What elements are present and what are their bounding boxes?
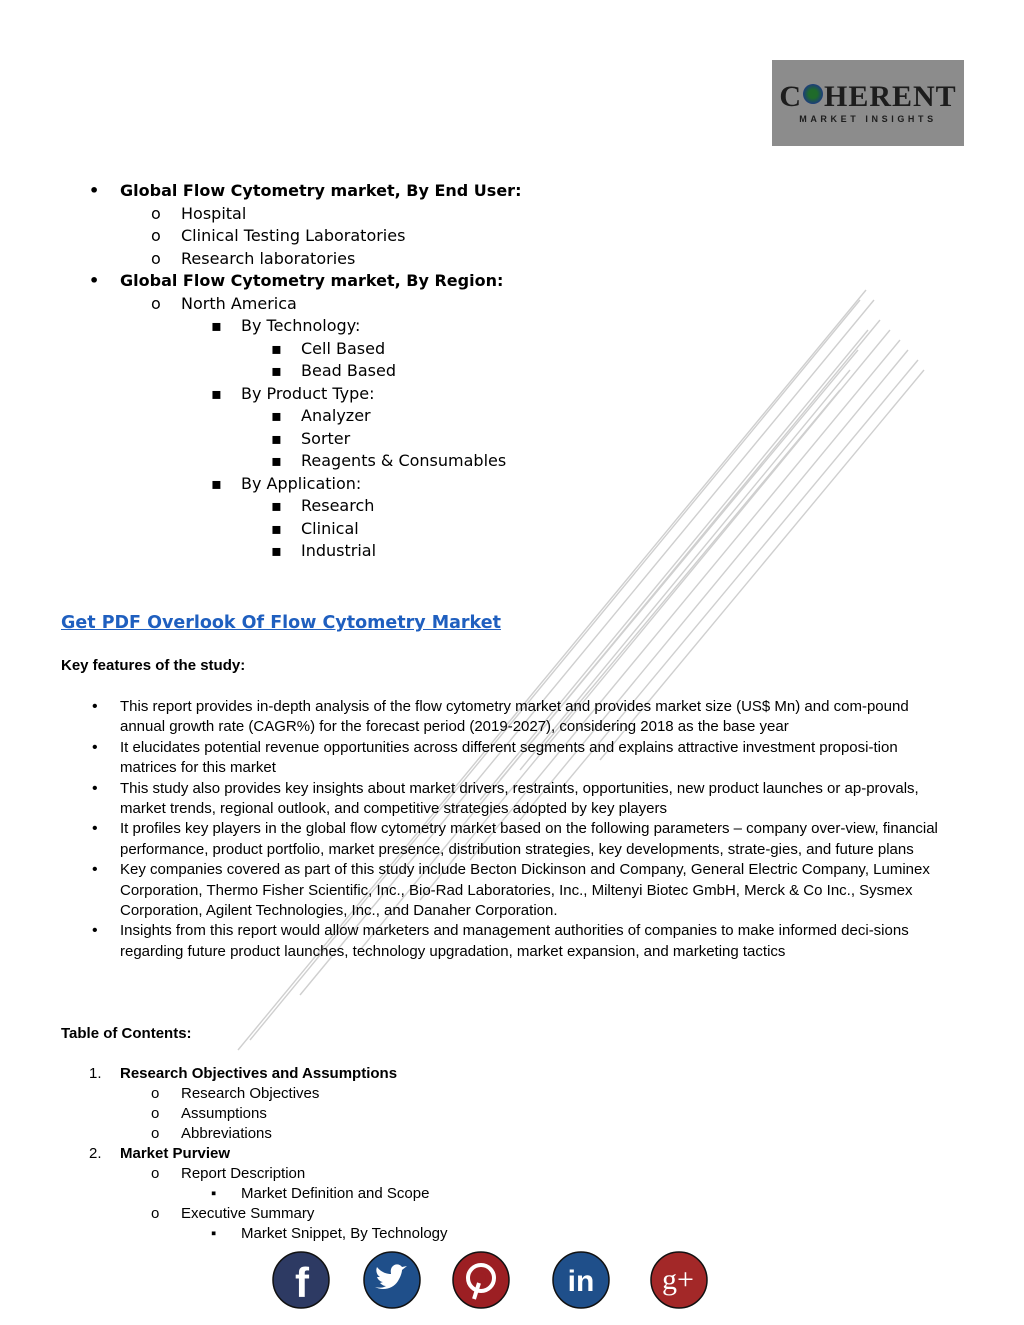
list-item: ▪ Reagents & Consumables: [271, 451, 507, 470]
twitter-icon[interactable]: [363, 1251, 421, 1309]
bullet-marker: •: [89, 181, 100, 200]
list-item: o North America: [151, 294, 297, 313]
list-item: o Research laboratories: [151, 249, 356, 268]
pdf-overlook-link[interactable]: Get PDF Overlook Of Flow Cytometry Market: [61, 613, 501, 633]
logo-tagline: MARKET INSIGHTS: [799, 114, 937, 124]
toc-heading: Table of Contents:: [61, 1025, 192, 1042]
list-item: • Insights from this report would allow marketers and management authorities of companies to make informed deci-sions regarding future product launches, technology upgradation, market expansion, and marketing tactics: [120, 921, 955, 962]
toc-subitem: ▪ Market Snippet, By Technology: [211, 1225, 448, 1242]
list-item: ▪ Cell Based: [271, 339, 386, 358]
region-heading-row: [89, 270, 503, 292]
toc-section: 2. Market Purview: [89, 1145, 231, 1162]
list-item: ▪ Clinical: [271, 519, 359, 538]
list-item: ▪ By Application:: [211, 474, 362, 493]
toc-subitem: ▪ Market Definition and Scope: [211, 1185, 430, 1202]
list-item: • Key companies covered as part of this study include Becton Dickinson and Company, General Electric Company, Luminex Corporation, Thermo Fisher Scientific, Inc., Bio-Rad Laboratories, Inc., Miltenyi Biotec GmbH, Merck & Co Inc., Sysmex Corporation, Agilent Technologies, Inc., and Danaher Corporation.: [120, 860, 955, 921]
linkedin-icon[interactable]: [552, 1251, 610, 1309]
toc-item: o Assumptions: [151, 1105, 267, 1122]
key-features-heading: Key features of the study:: [61, 657, 246, 674]
toc-item: o Report Description: [151, 1165, 306, 1182]
globe-icon: [803, 84, 823, 104]
toc-item: o Executive Summary: [151, 1205, 315, 1222]
bullet-marker: •: [89, 271, 100, 290]
list-item: ▪ Industrial: [271, 541, 377, 560]
list-item: ▪ Analyzer: [271, 406, 371, 425]
toc-item: o Abbreviations: [151, 1125, 272, 1142]
list-item: • This report provides in-depth analysis of the flow cytometry market and provides market size (US$ Mn) and com-pound annual growth rate (CAGR%) for the forecast period (2019-2027), considering 2018 as the base year: [120, 697, 955, 738]
toc-section: 1. Research Objectives and Assumptions: [89, 1065, 398, 1082]
company-logo: [772, 60, 964, 146]
svg-text:f: f: [295, 1259, 309, 1306]
list-item: ▪ By Product Type:: [211, 384, 375, 403]
svg-text:g+: g+: [662, 1263, 694, 1296]
logo-wordmark: C HERENT: [779, 80, 957, 113]
list-item: ▪ By Technology:: [211, 316, 361, 335]
region-heading: Global Flow Cytometry market, By Region:: [120, 271, 504, 290]
list-item: • This study also provides key insights about market drivers, restraints, opportunities, new product launches or ap-provals, market trends, regional outlook, and competitive strategies adopted by key players: [120, 779, 955, 820]
toc-item: o Research Objectives: [151, 1085, 320, 1102]
end-user-heading-row: [89, 180, 521, 202]
list-item: o Clinical Testing Laboratories: [151, 226, 406, 245]
google-plus-icon[interactable]: [650, 1251, 708, 1309]
end-user-heading: Global Flow Cytometry market, By End User:: [120, 181, 522, 200]
key-features-list: [120, 697, 955, 962]
list-item: ▪ Bead Based: [271, 361, 396, 380]
list-item: • It profiles key players in the global flow cytometry market based on the following parameters – company over-view, financial performance, product portfolio, market presence, distribution strategies, key developments, strate-gies, and future plans: [120, 819, 955, 860]
list-item: ▪ Research: [271, 496, 375, 515]
list-item: ▪ Sorter: [271, 429, 351, 448]
list-item: o Hospital: [151, 204, 247, 223]
facebook-icon[interactable]: [272, 1251, 330, 1309]
svg-text:in: in: [567, 1265, 595, 1298]
list-item: • It elucidates potential revenue opportunities across different segments and explains attractive investment proposi-tion matrices for this market: [120, 738, 955, 779]
pinterest-icon[interactable]: [452, 1251, 510, 1309]
